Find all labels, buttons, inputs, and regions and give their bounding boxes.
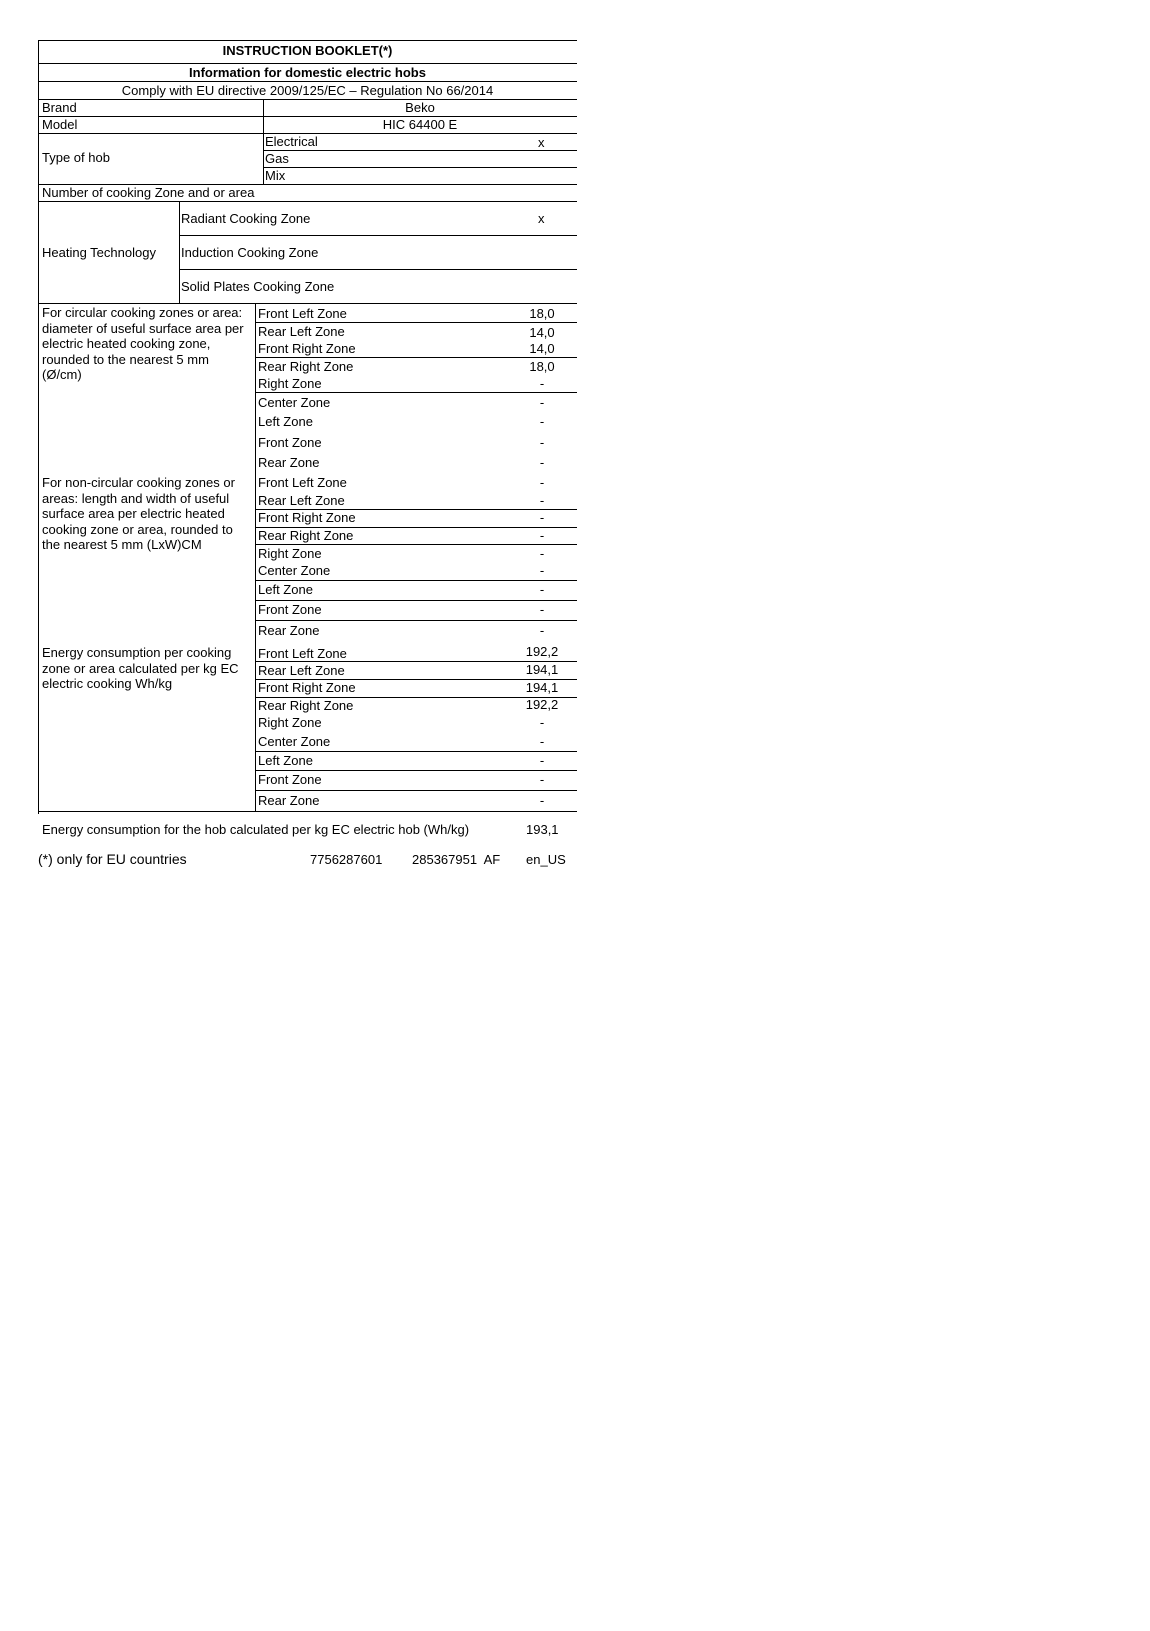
column-divider — [179, 201, 180, 303]
hob-type-mark: x — [538, 135, 545, 150]
footer-note: (*) only for EU countries — [38, 851, 187, 867]
zone-value: - — [539, 623, 545, 638]
divider — [263, 167, 577, 168]
zone-label: Front Zone — [258, 772, 322, 787]
zones-count-label: Number of cooking Zone and or area — [42, 185, 255, 200]
hob-type-option: Gas — [265, 151, 289, 166]
zone-label: Front Left Zone — [258, 475, 347, 490]
zone-value: - — [539, 528, 545, 543]
zone-label: Right Zone — [258, 715, 322, 730]
heating-label: Heating Technology — [42, 245, 156, 260]
divider — [38, 201, 577, 202]
zone-value: 192,2 — [525, 697, 559, 712]
zone-label: Rear Right Zone — [258, 359, 354, 374]
zone-value: - — [539, 475, 545, 490]
divider — [255, 580, 577, 581]
model-value: HIC 64400 E — [382, 117, 458, 132]
zone-value: - — [539, 510, 545, 525]
divider — [38, 81, 577, 82]
brand-label: Brand — [42, 100, 77, 115]
divider — [255, 322, 577, 323]
directive-text: Comply with EU directive 2009/125/EC – Regulation No 66/2014 — [121, 83, 494, 98]
zone-value: - — [539, 414, 545, 429]
zone-label: Rear Left Zone — [258, 663, 345, 678]
divider — [255, 770, 577, 771]
divider — [255, 357, 577, 358]
zone-value: - — [539, 793, 545, 808]
document-subtitle: Information for domestic electric hobs — [189, 65, 426, 80]
divider — [255, 751, 577, 752]
zone-label: Right Zone — [258, 376, 322, 391]
divider — [38, 811, 577, 812]
zone-value: 18,0 — [529, 306, 555, 321]
zone-value: - — [539, 715, 545, 730]
brand-value: Beko — [405, 100, 435, 115]
divider — [38, 303, 577, 304]
column-divider — [263, 99, 264, 184]
divider — [255, 790, 577, 791]
zone-label: Left Zone — [258, 753, 313, 768]
document-title: INSTRUCTION BOOKLET(*) — [222, 43, 393, 58]
hob-type-option: Mix — [265, 168, 286, 183]
zone-label: Front Zone — [258, 435, 322, 450]
table-left-border — [38, 40, 39, 814]
zone-value: - — [539, 546, 545, 561]
zone-value: - — [539, 772, 545, 787]
zone-value: - — [539, 563, 545, 578]
zone-value: - — [539, 455, 545, 470]
energy-total-value: 193,1 — [526, 822, 559, 837]
heating-row: Induction Cooking Zone — [181, 245, 319, 260]
zone-value: - — [539, 395, 545, 410]
divider — [179, 235, 577, 236]
zone-value: - — [539, 435, 545, 450]
zone-label: Rear Right Zone — [258, 698, 354, 713]
zone-value: 192,2 — [525, 644, 559, 659]
column-divider — [255, 303, 256, 811]
zone-value: - — [539, 734, 545, 749]
noncircular-label: For non-circular cooking zones or areas: length and width of useful surface area per electric heated cooking zone or area, rounded to the nearest 5 mm (LxW)CM — [42, 475, 235, 553]
zone-label: Center Zone — [258, 395, 331, 410]
zone-value: 14,0 — [529, 341, 555, 356]
heating-mark: x — [538, 211, 545, 226]
divider — [38, 116, 577, 117]
divider — [255, 600, 577, 601]
footer-locale: en_US — [526, 852, 566, 867]
zone-label: Front Right Zone — [258, 341, 356, 356]
energy-zone-label: Energy consumption per cooking zone or area calculated per kg EC electric cooking Wh/kg — [42, 645, 239, 692]
divider — [38, 99, 577, 100]
heating-row: Radiant Cooking Zone — [181, 211, 311, 226]
zone-value: - — [539, 376, 545, 391]
divider — [179, 269, 577, 270]
zone-label: Rear Zone — [258, 455, 320, 470]
circular-label: For circular cooking zones or area: diameter of useful surface area per electric heated cooking zone, rounded to the nearest 5 mm (Ø/cm) — [42, 305, 244, 383]
zone-label: Left Zone — [258, 414, 313, 429]
zone-value: 18,0 — [529, 359, 555, 374]
hob-type-option: Electrical — [265, 134, 318, 149]
table-top-border — [38, 40, 577, 41]
divider — [38, 63, 577, 64]
zone-label: Right Zone — [258, 546, 322, 561]
zone-label: Front Left Zone — [258, 646, 347, 661]
zone-label: Center Zone — [258, 563, 331, 578]
zone-label: Front Right Zone — [258, 510, 356, 525]
zone-label: Rear Left Zone — [258, 324, 345, 339]
hob-type-label: Type of hob — [42, 150, 110, 165]
zone-label: Front Zone — [258, 602, 322, 617]
zone-value: - — [539, 753, 545, 768]
divider — [263, 150, 577, 151]
zone-value: - — [539, 602, 545, 617]
energy-total-label: Energy consumption for the hob calculated per kg EC electric hob (Wh/kg) — [42, 822, 470, 837]
divider — [255, 544, 577, 545]
zone-label: Center Zone — [258, 734, 331, 749]
zone-label: Left Zone — [258, 582, 313, 597]
model-label: Model — [42, 117, 78, 132]
zone-label: Front Right Zone — [258, 680, 356, 695]
zone-value: 14,0 — [529, 325, 555, 340]
divider — [255, 620, 577, 621]
zone-value: 194,1 — [525, 680, 559, 695]
heating-row: Solid Plates Cooking Zone — [181, 279, 335, 294]
zone-label: Rear Zone — [258, 793, 320, 808]
zone-label: Rear Right Zone — [258, 528, 354, 543]
zone-label: Rear Left Zone — [258, 493, 345, 508]
zone-label: Front Left Zone — [258, 306, 347, 321]
footer-code: 7756287601 — [310, 852, 383, 867]
zone-value: 194,1 — [525, 662, 559, 677]
zone-label: Rear Zone — [258, 623, 320, 638]
footer-code: 285367951 AF — [412, 852, 501, 867]
zone-value: - — [539, 582, 545, 597]
zone-value: - — [539, 493, 545, 508]
divider — [255, 392, 577, 393]
